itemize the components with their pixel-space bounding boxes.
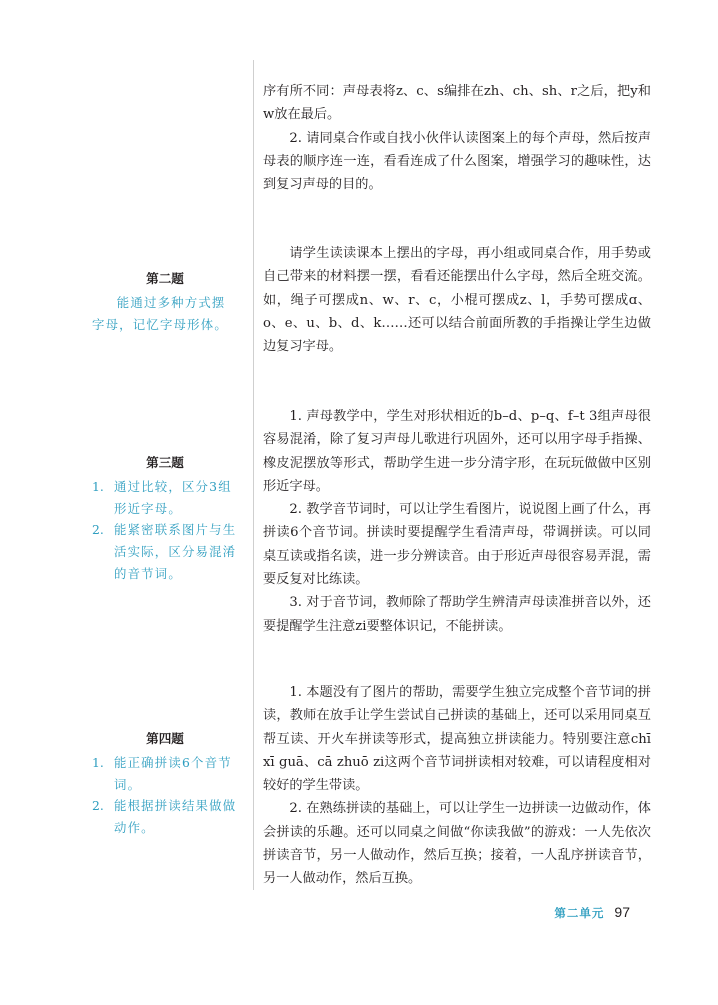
q4-title: 第四题	[146, 731, 184, 746]
q3-title: 第三题	[146, 455, 184, 470]
q3-paragraph-2: 2. 教学音节词时，可以让学生看图片，说说图上画了什么，再拼读6个音节词。拼读时要提醒学生看清声母，带调拼读。可以同桌互读或指名读，进一步分辨读音。由于形近声母很容易弄混，需要反复对比练读。	[263, 502, 651, 588]
q4-section	[263, 681, 651, 891]
q3-goal-2-number: 2.	[92, 522, 104, 538]
q3-goal-2	[92, 519, 238, 584]
q4-goal-2-text: 能根据拼读结果做做动作。	[114, 798, 237, 836]
q4-paragraph-2: 2. 在熟练拼读的基础上，可以让学生一边拼读一边做动作，体会拼读的乐趣。还可以同桌之间做“你读我做”的游戏：一人先依次拼读音节，另一人做动作，然后互换；接着，一人乱序拼读音节，另一人做动作，然后互换。	[263, 801, 651, 887]
q3-goal-1	[92, 476, 238, 520]
intro-paragraph-1: 序有所不同：声母表将z、c、s编排在zh、ch、sh、r之后，把y和w放在最后。	[263, 84, 651, 123]
q3-sidebar	[92, 452, 238, 585]
q2-title: 第二题	[146, 271, 184, 286]
q4-paragraph-1: 1. 本题没有了图片的帮助，需要学生独立完成整个音节词的拼读，教师在放手让学生尝试自己拼读的基础上，还可以采用同桌互帮互读、开火车拼读等形式，提高独立拼读能力。特别要注意chī xī guā、cā zhuō zi这两个音节词拼读相对较难，可以请程度相对较好的学生带读。	[263, 685, 651, 794]
q3-goal-1-number: 1.	[92, 478, 104, 494]
q4-goal-2-number: 2.	[92, 798, 104, 814]
page-footer	[554, 904, 630, 921]
q4-goal-2	[92, 795, 238, 839]
q3-goal-1-text: 通过比较，区分3组形近字母。	[114, 478, 232, 516]
page-number: 97	[614, 904, 630, 920]
intro-paragraph-2: 2. 请同桌合作或自找小伙伴认读图案上的每个声母，然后按声母表的顺序连一连，看看连成了什么图案，增强学习的趣味性，达到复习声母的目的。	[263, 130, 651, 193]
unit-label: 第二单元	[554, 906, 605, 920]
q4-goal-1-number: 1.	[92, 754, 104, 770]
q2-goal: 能通过多种方式摆字母，记忆字母形体。	[92, 294, 228, 332]
q3-paragraph-3: 3. 对于音节词，教师除了帮助学生辨清声母读准拼音以外，还要提醒学生注意zi要整体识记，不能拼读。	[263, 595, 651, 634]
intro-section	[263, 80, 651, 196]
q4-goal-1-text: 能正确拼读6个音节词。	[114, 754, 232, 792]
q3-section	[263, 405, 651, 638]
q2-sidebar	[92, 268, 238, 335]
q4-sidebar	[92, 728, 238, 839]
q2-section	[263, 242, 651, 358]
q3-paragraph-1: 1. 声母教学中，学生对形状相近的b–d、p–q、f–t 3组声母很容易混淆，除了复习声母儿歌进行巩固外，还可以用字母手指操、橡皮泥摆放等形式，帮助学生进一步分清字形，在玩玩做做中区别形近字母。	[263, 409, 651, 494]
column-divider	[253, 60, 254, 890]
q3-goal-2-text: 能紧密联系图片与生活实际，区分易混淆的音节词。	[114, 522, 237, 581]
q4-goal-1	[92, 752, 238, 796]
q2-paragraph-1: 请学生读读课本上摆出的字母，再小组或同桌合作，用手势或自己带来的材料摆一摆，看看还能摆出什么字母，然后全班交流。如，绳子可摆成n、w、r、c，小棍可摆成z、l，手势可摆成ɑ、o、e、u、b、d、k……还可以结合前面所教的手指操让学生边做边复习字母。	[263, 246, 651, 355]
